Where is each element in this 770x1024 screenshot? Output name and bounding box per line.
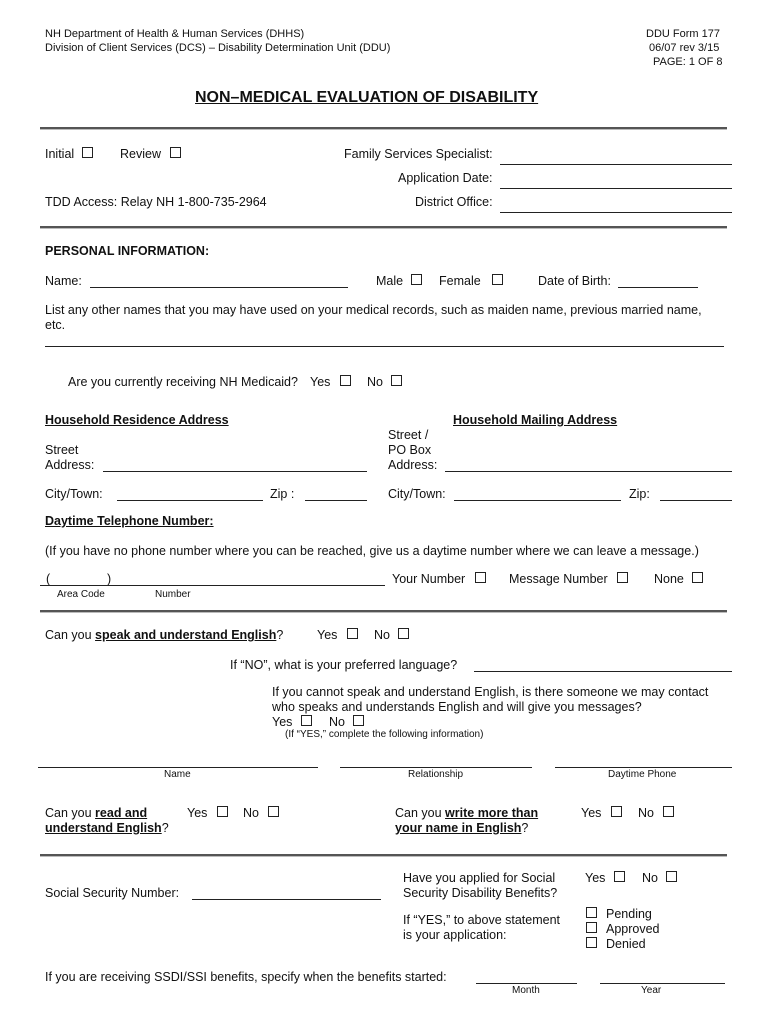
personal-info-heading: PERSONAL INFORMATION: (45, 244, 210, 258)
denied-checkbox[interactable] (586, 937, 597, 948)
your-number-checkbox[interactable] (475, 572, 486, 583)
write-yes-label: Yes (581, 806, 602, 820)
district-office-field[interactable] (500, 212, 732, 213)
speak-no-label: No (374, 628, 390, 642)
mailing-zip-field[interactable] (660, 500, 732, 501)
residence-city-label: City/Town: (45, 487, 103, 501)
contact-question: If you cannot speak and understand English, is there someone we may contact who speaks and understands English and will give you messages? (272, 685, 709, 714)
area-code-caption: Area Code (57, 589, 105, 600)
read-english-question-2: understand English? (45, 821, 169, 835)
month-caption: Month (512, 985, 540, 996)
pobox-label-2: PO Box (388, 443, 432, 457)
pobox-label-3: Address: (388, 458, 438, 472)
speak-no-checkbox[interactable] (398, 628, 409, 639)
initial-checkbox[interactable] (82, 147, 93, 158)
female-checkbox[interactable] (492, 274, 503, 285)
application-date-label: Application Date: (398, 171, 493, 185)
year-caption: Year (641, 985, 662, 996)
applied-question-1: Have you applied for Social (403, 871, 556, 885)
contact-relationship-field[interactable] (340, 767, 532, 768)
read-no-label: No (243, 806, 259, 820)
applied-yes-label: Yes (585, 871, 606, 885)
denied-label: Denied (606, 937, 646, 951)
page-number: PAGE: 1 OF 8 (653, 56, 723, 68)
tdd-access: TDD Access: Relay NH 1-800-735-2964 (45, 195, 267, 209)
contact-name-field[interactable] (38, 767, 318, 768)
female-label: Female (439, 274, 481, 288)
review-label: Review (120, 147, 161, 161)
contact-name-caption: Name (164, 769, 191, 780)
complete-note: (If “YES,” complete the following information) (285, 729, 484, 740)
dob-field[interactable] (618, 287, 698, 288)
contact-phone-caption: Daytime Phone (608, 769, 677, 780)
area-code-open: ( (46, 572, 51, 586)
read-no-checkbox[interactable] (268, 806, 279, 817)
other-names-field[interactable] (45, 346, 724, 347)
medicaid-yes-checkbox[interactable] (340, 375, 351, 386)
preferred-language-label: If “NO”, what is your preferred language? (230, 658, 458, 672)
speak-english-question: Can you speak and understand English? (45, 628, 284, 642)
benefit-year-field[interactable] (600, 983, 725, 984)
section-divider (40, 854, 727, 857)
approved-checkbox[interactable] (586, 922, 597, 933)
phone-note: (If you have no phone number where you can be reached, give us a daytime number where we can leave a message.) (45, 544, 699, 558)
contact-relationship-caption: Relationship (408, 769, 464, 780)
ssdi-start-question: If you are receiving SSDI/SSI benefits, specify when the benefits started: (45, 970, 447, 984)
mailing-street-field[interactable] (445, 471, 732, 472)
contact-no-label: No (329, 715, 345, 729)
phone-field[interactable] (40, 585, 385, 586)
residence-zip-label: Zip : (270, 487, 295, 501)
other-names-prompt: List any other names that you may have used on your medical records, such as maiden name, previous married name, etc. (45, 303, 702, 332)
speak-yes-checkbox[interactable] (347, 628, 358, 639)
read-english-question: Can you read and (45, 806, 148, 820)
contact-yes-label: Yes (272, 715, 293, 729)
medicaid-question: Are you currently receiving NH Medicaid? (68, 375, 298, 389)
applied-yes-checkbox[interactable] (614, 871, 625, 882)
number-caption: Number (155, 589, 191, 600)
mailing-address-heading: Household Mailing Address (453, 413, 618, 427)
write-no-label: No (638, 806, 654, 820)
fss-field[interactable] (500, 164, 732, 165)
male-checkbox[interactable] (411, 274, 422, 285)
applied-no-label: No (642, 871, 658, 885)
write-english-question-2: your name in English? (395, 821, 529, 835)
applied-question-2: Security Disability Benefits? (403, 886, 558, 900)
medicaid-no-checkbox[interactable] (391, 375, 402, 386)
fss-label: Family Services Specialist: (344, 147, 493, 161)
district-office-label: District Office: (415, 195, 493, 209)
residence-zip-field[interactable] (305, 500, 367, 501)
section-divider (40, 127, 727, 130)
your-number-label: Your Number (392, 572, 466, 586)
street-label: Street (45, 443, 79, 457)
street-address-label: Address: (45, 458, 95, 472)
medicaid-yes-label: Yes (310, 375, 331, 389)
write-yes-checkbox[interactable] (611, 806, 622, 817)
phone-heading: Daytime Telephone Number: (45, 514, 214, 528)
dob-label: Date of Birth: (538, 274, 611, 288)
section-divider (40, 610, 727, 613)
name-label: Name: (45, 274, 82, 288)
if-yes-label-2: is your application: (403, 928, 507, 942)
application-date-field[interactable] (500, 188, 732, 189)
pending-checkbox[interactable] (586, 907, 597, 918)
approved-label: Approved (606, 922, 660, 936)
preferred-language-field[interactable] (474, 671, 732, 672)
write-no-checkbox[interactable] (663, 806, 674, 817)
message-number-label: Message Number (509, 572, 608, 586)
message-number-checkbox[interactable] (617, 572, 628, 583)
mailing-city-field[interactable] (454, 500, 621, 501)
contact-no-checkbox[interactable] (353, 715, 364, 726)
residence-city-field[interactable] (117, 500, 263, 501)
medicaid-no-label: No (367, 375, 383, 389)
residence-street-field[interactable] (103, 471, 367, 472)
write-english-question: Can you write more than (395, 806, 539, 820)
ssn-field[interactable] (192, 899, 381, 900)
area-code-close: ) (107, 572, 112, 586)
mailing-zip-label: Zip: (629, 487, 650, 501)
form-id: DDU Form 177 (646, 28, 720, 40)
agency-line-1: NH Department of Health & Human Services (DHHS) (45, 28, 305, 40)
section-divider (40, 226, 727, 229)
read-yes-label: Yes (187, 806, 208, 820)
initial-label: Initial (45, 147, 75, 161)
if-yes-label-1: If “YES,” to above statement (403, 913, 561, 927)
speak-yes-label: Yes (317, 628, 338, 642)
form-revision: 06/07 rev 3/15 (649, 42, 720, 54)
pobox-label-1: Street / (388, 428, 429, 442)
name-field[interactable] (90, 287, 348, 288)
residence-address-heading: Household Residence Address (45, 413, 229, 427)
contact-phone-field[interactable] (555, 767, 732, 768)
ssn-label: Social Security Number: (45, 886, 180, 900)
none-checkbox[interactable] (692, 572, 703, 583)
applied-no-checkbox[interactable] (666, 871, 677, 882)
none-label: None (654, 572, 684, 586)
agency-line-2: Division of Client Services (DCS) – Disability Determination Unit (DDU) (45, 42, 391, 54)
form-title: NON–MEDICAL EVALUATION OF DISABILITY (195, 89, 539, 106)
pending-label: Pending (606, 907, 652, 921)
contact-yes-checkbox[interactable] (301, 715, 312, 726)
mailing-city-label: City/Town: (388, 487, 446, 501)
read-yes-checkbox[interactable] (217, 806, 228, 817)
benefit-month-field[interactable] (476, 983, 577, 984)
male-label: Male (376, 274, 404, 288)
review-checkbox[interactable] (170, 147, 181, 158)
